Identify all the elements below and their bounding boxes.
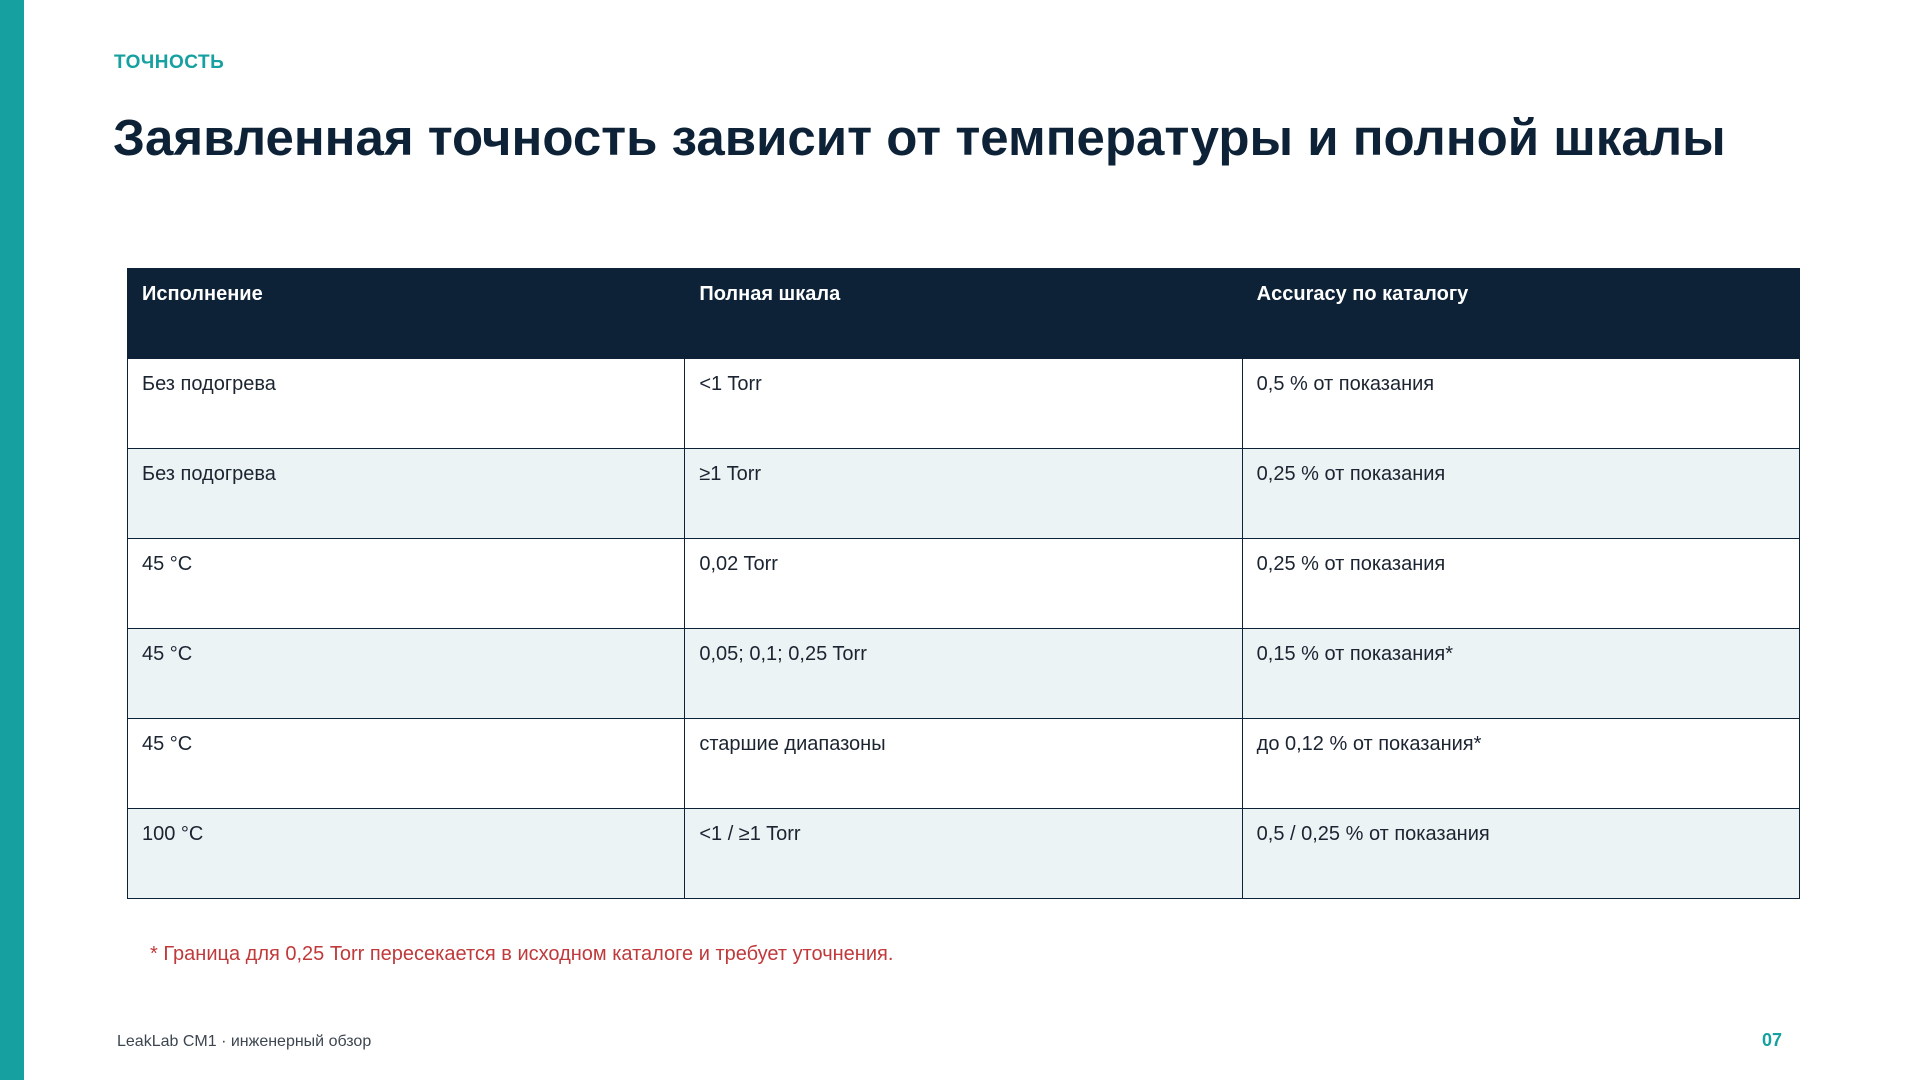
accuracy-table	[127, 268, 1800, 899]
table-row	[128, 449, 1800, 539]
table-row	[128, 719, 1800, 809]
cell-accuracy: 0,25 % от показания	[1242, 449, 1799, 539]
cell-full-scale: 0,02 Torr	[685, 539, 1242, 629]
footnote: * Граница для 0,25 Torr пересекается в исходном каталоге и требует уточнения.	[150, 943, 894, 965]
cell-execution: Без подогрева	[128, 449, 685, 539]
footer-caption: LeakLab CM1 · инженерный обзор	[117, 1033, 372, 1050]
page-number: 07	[1761, 1030, 1782, 1050]
table-row	[128, 629, 1800, 719]
cell-accuracy: до 0,12 % от показания*	[1242, 719, 1799, 809]
cell-full-scale: ≥1 Torr	[685, 449, 1242, 539]
cell-accuracy: 0,15 % от показания*	[1242, 629, 1799, 719]
accent-bar	[0, 0, 24, 1080]
cell-execution: Без подогрева	[128, 359, 685, 449]
header-execution: Исполнение	[128, 269, 685, 359]
cell-accuracy: 0,5 / 0,25 % от показания	[1242, 809, 1799, 899]
cell-execution: 100 °C	[128, 809, 685, 899]
section-eyebrow: ТОЧНОСТЬ	[114, 52, 225, 73]
table-header-row	[128, 269, 1800, 359]
cell-full-scale: <1 Torr	[685, 359, 1242, 449]
cell-accuracy: 0,25 % от показания	[1242, 539, 1799, 629]
cell-full-scale: <1 / ≥1 Torr	[685, 809, 1242, 899]
cell-execution: 45 °C	[128, 629, 685, 719]
table-row	[128, 359, 1800, 449]
cell-accuracy: 0,5 % от показания	[1242, 359, 1799, 449]
accuracy-table-container	[127, 268, 1800, 899]
table-row	[128, 539, 1800, 629]
header-accuracy: Accuracy по каталогу	[1242, 269, 1799, 359]
header-full-scale: Полная шкала	[685, 269, 1242, 359]
cell-full-scale: 0,05; 0,1; 0,25 Torr	[685, 629, 1242, 719]
cell-full-scale: старшие диапазоны	[685, 719, 1242, 809]
cell-execution: 45 °C	[128, 719, 685, 809]
slide-title: Заявленная точность зависит от температуры и полной шкалы	[113, 109, 1726, 166]
table-row	[128, 809, 1800, 899]
cell-execution: 45 °C	[128, 539, 685, 629]
